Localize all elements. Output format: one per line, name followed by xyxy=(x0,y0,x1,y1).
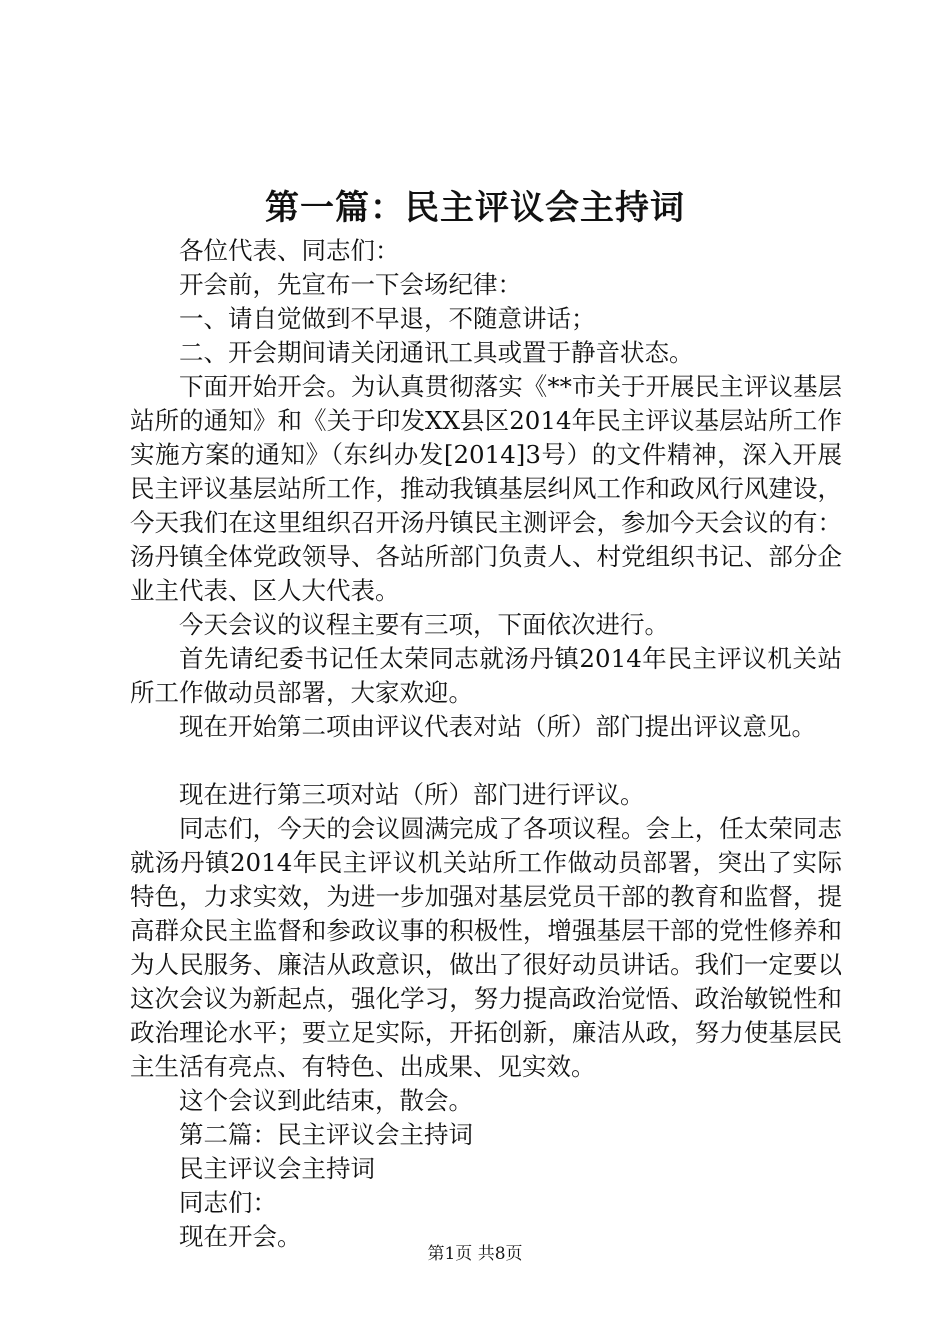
paragraph-item-2: 现在开始第二项由评议代表对站（所）部门提出评议意见。 xyxy=(179,712,816,741)
paragraph-summary: 同志们，今天的会议圆满完成了各项议程。会上，任太荣同志就汤丹镇2014年民主评议机关站所工作做动员部署，突出了实际特色，力求实效，为进一步加强对基层党员干部的教育和监督，提高群众民主监督和参政议事的积极性，增强基层干部的党性修养和为人民服务、廉洁从政意识，做出了很好动员讲话。我们一定要以这次会议为新起点，强化学习，努力提高政治觉悟、政治敏锐性和政治理论水平；要立足实际，开拓创新，廉洁从政，努力使基层民主生活有亮点、有特色、出成果、见实效。 xyxy=(130,814,842,1081)
page-footer: 第1页 共8页 xyxy=(427,1244,523,1264)
paragraph-rule-2: 二、开会期间请关闭通讯工具或置于静音状态。 xyxy=(179,338,694,367)
paragraph-discipline-intro: 开会前，先宣布一下会场纪律： xyxy=(179,270,522,299)
paragraph-agenda: 今天会议的议程主要有三项，下面依次进行。 xyxy=(179,610,669,639)
paragraph-item-1: 首先请纪委书记任太荣同志就汤丹镇2014年民主评议机关站所工作做动员部署，大家欢迎。 xyxy=(130,644,842,707)
paragraph-item-3: 现在进行第三项对站（所）部门进行评议。 xyxy=(179,780,645,809)
paragraph-rule-1: 一、请自觉做到不早退，不随意讲话； xyxy=(179,304,596,333)
paragraph-section-2-greeting: 同志们： xyxy=(179,1188,277,1217)
paragraph-closing: 这个会议到此结束，散会。 xyxy=(179,1086,473,1115)
paragraph-greeting: 各位代表、同志们： xyxy=(179,236,400,265)
paragraph-meeting-purpose: 下面开始开会。为认真贯彻落实《**市关于开展民主评议基层站所的通知》和《关于印发XX县区2014年民主评议基层站所工作实施方案的通知》（东纠办发[2014]3号）的文件精神，深入开展民主评议基层站所工作，推动我镇基层纠风工作和政风行风建设，今天我们在这里组织召开汤丹镇民主测评会，参加今天会议的有：汤丹镇全体党政领导、各站所部门负责人、村党组织书记、部分企业主代表、区人大代表。 xyxy=(130,372,842,605)
document-body xyxy=(130,234,842,1254)
paragraph-section-2-subtitle: 民主评议会主持词 xyxy=(179,1154,375,1183)
paragraph-section-2-open: 现在开会。 xyxy=(179,1222,302,1251)
document-title: 第一篇：民主评议会主持词 xyxy=(265,188,685,228)
paragraph-section-2-heading: 第二篇：民主评议会主持词 xyxy=(179,1120,473,1149)
